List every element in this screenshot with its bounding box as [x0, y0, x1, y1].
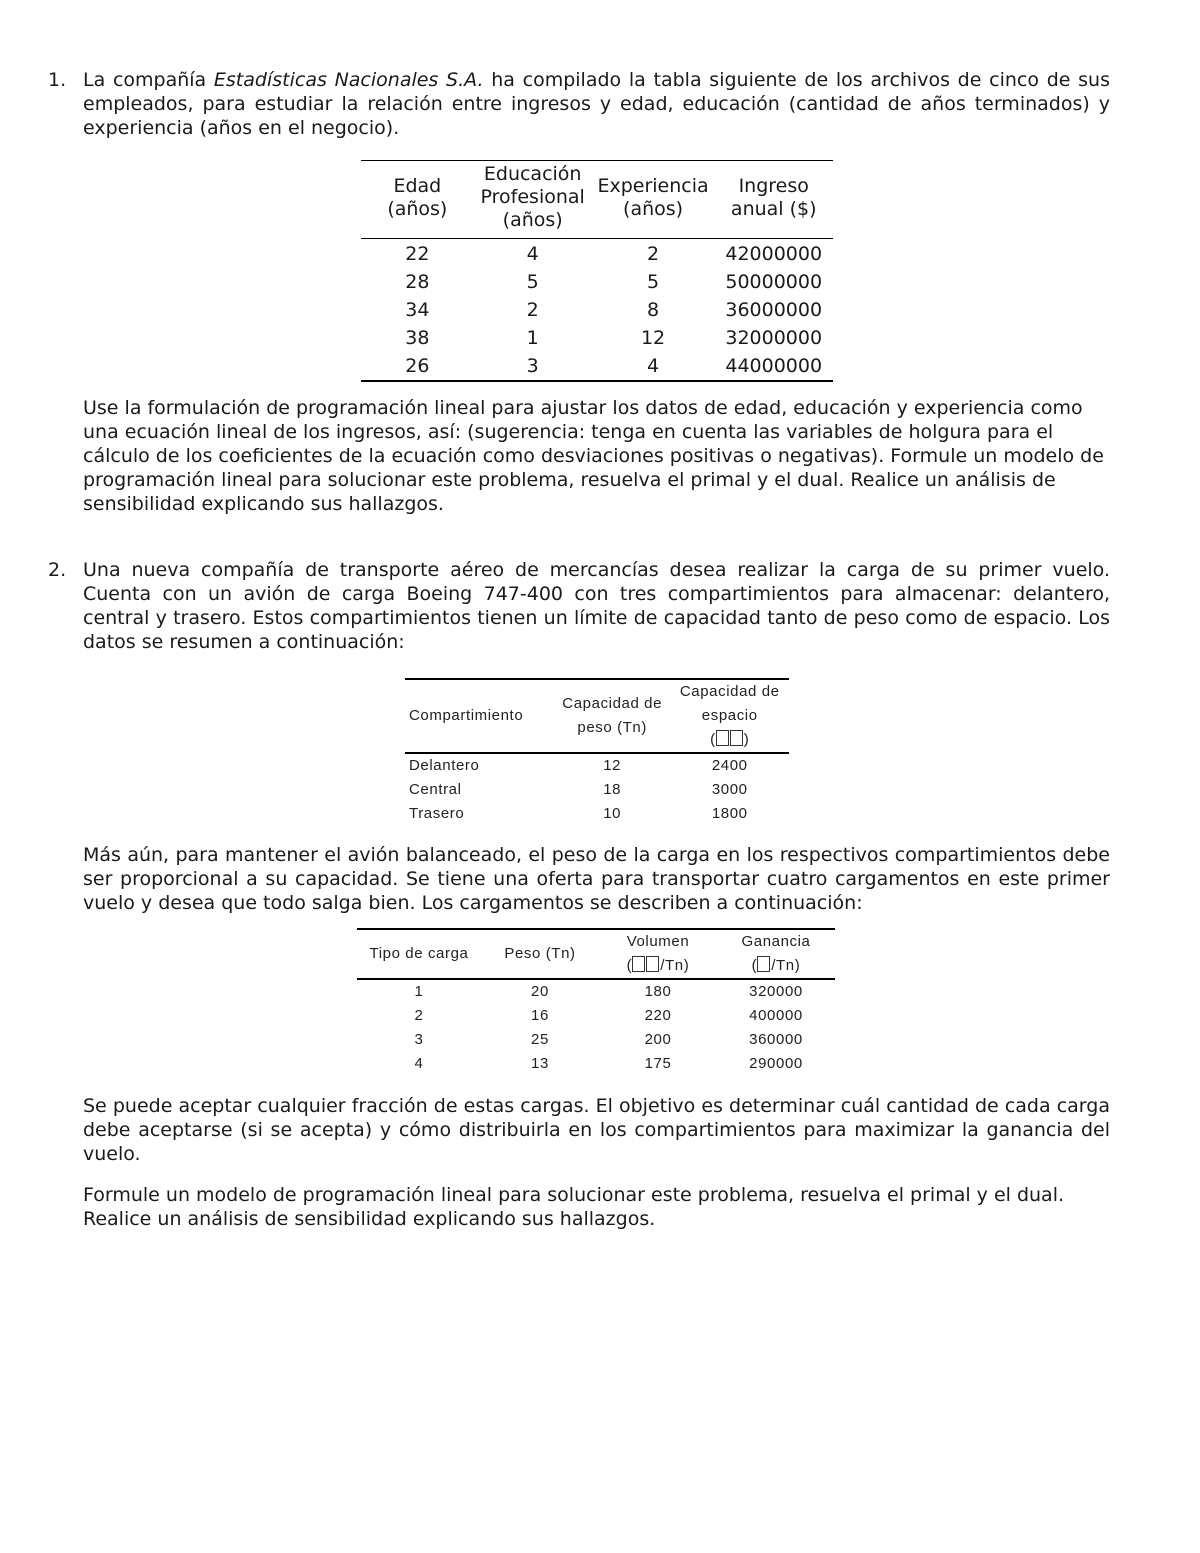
table-row: 22 4 2 42000000: [405, 243, 823, 265]
question-2-balance: [48, 843, 1110, 915]
unit-placeholder-icon: [632, 956, 645, 972]
question-2-paragraph4: Formule un modelo de programación lineal para solucionar este problema, resuelva el primal y el dual. Realice un análisis de sensibilidad explicando sus hallazgos.: [83, 1184, 1065, 1230]
table-row: Central 18 3000: [409, 781, 748, 798]
table-row: 2 16 220 400000: [414, 1007, 803, 1024]
header-experiencia: Experiencia (años): [592, 161, 715, 239]
currency-placeholder-icon: [757, 956, 770, 972]
question-2-fraction: [48, 1094, 1110, 1166]
header-peso: Peso (Tn): [504, 945, 576, 962]
table-row: Trasero 10 1800: [409, 805, 748, 822]
header-tipo-carga: Tipo de carga: [369, 945, 469, 962]
question-1: [48, 68, 1110, 140]
question-2-number: 2.: [48, 559, 67, 581]
question-1-intro: La compañía Estadísticas Nacionales S.A. ha compilado la tabla siguiente de los archivos de cinco de sus empleados, para estudiar la relación entre ingresos y edad, educación (cantidad de años terminados) y experiencia (años en el negocio).: [83, 69, 1110, 139]
table-row: Delantero 12 2400: [409, 757, 748, 774]
compartments-table: [405, 678, 789, 826]
header-capacidad-peso: Capacidad de peso (Tn): [562, 695, 663, 736]
question-1-paragraph: Use la formulación de programación lineal para ajustar los datos de edad, educación y experiencia como una ecuación lineal de los ingresos, así: (sugerencia: tenga en cuenta las variables de holgura para el cálculo de los coeficientes de la ecuación como desviaciones positivas o negativas). Formule un modelo de programación lineal para solucionar este problema, resuelva el primal y el dual. Realice un análisis de sensibilidad explicando sus hallazgos.: [83, 397, 1104, 515]
question-2-paragraph2: Más aún, para mantener el avión balanceado, el peso de la carga en los respectivos compartimientos debe ser proporcional a su capacidad. Se tiene una oferta para transportar cuatro cargamentos en este primer vuelo y desea que todo salga bien. Los cargamentos se describen a continuación:: [83, 844, 1110, 914]
header-ingreso: Ingreso anual ($): [714, 161, 833, 239]
table-row: 34 2 8 36000000: [405, 299, 823, 321]
header-educacion: Educación Profesional (años): [474, 161, 592, 239]
cargo-table: [357, 928, 835, 1076]
company-name: Estadísticas Nacionales S.A.: [213, 69, 484, 91]
header-compartimiento: Compartimiento: [409, 707, 524, 724]
question-2-formulate: [48, 1183, 1110, 1231]
table-row: 38 1 12 32000000: [405, 327, 823, 349]
header-edad: Edad (años): [361, 161, 474, 239]
table-row: 1 20 180 320000: [414, 983, 803, 1000]
question-1-number: 1.: [48, 69, 67, 91]
table-row: 3 25 200 360000: [414, 1031, 803, 1048]
header-ganancia: Ganancia ( /Tn): [741, 933, 811, 974]
table-row: 26 3 4 44000000: [405, 355, 823, 377]
table-row: 28 5 5 50000000: [405, 271, 823, 293]
question-2-paragraph3: Se puede aceptar cualquier fracción de estas cargas. El objetivo es determinar cuál cantidad de cada carga debe aceptarse (si se acepta) y cómo distribuirla en los compartimientos para maximizar la ganancia del vuelo.: [83, 1095, 1110, 1165]
table-row: 4 13 175 290000: [414, 1055, 803, 1072]
question-1-instructions: [48, 396, 1110, 516]
question-2-intro: Una nueva compañía de transporte aéreo de mercancías desea realizar la carga de su primer vuelo. Cuenta con un avión de carga Boeing 747-400 con tres compartimientos para almacenar: delantero, central y trasero. Estos compartimientos tienen un límite de capacidad tanto de peso como de espacio. Los datos se resumen a continuación:: [83, 559, 1110, 653]
header-volumen: Volumen ( /Tn): [626, 933, 690, 974]
unit-placeholder-icon: [730, 730, 743, 746]
header-capacidad-espacio: Capacidad de espacio ( ): [679, 683, 780, 748]
unit-placeholder-icon: [716, 730, 729, 746]
question-2: [48, 558, 1110, 654]
employee-table: [361, 160, 833, 382]
unit-placeholder-icon: [646, 956, 659, 972]
